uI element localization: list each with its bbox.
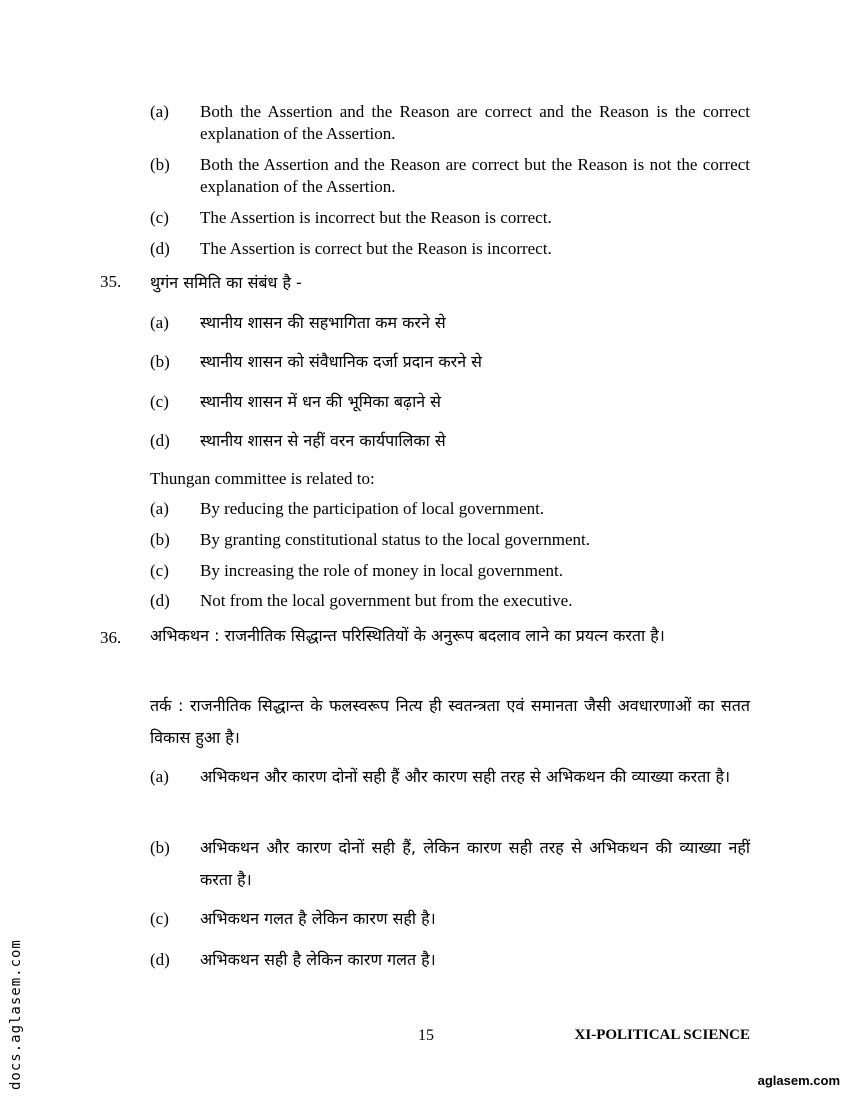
option-label: (d): [150, 431, 170, 450]
option-text: अभिकथन गलत है लेकिन कारण सही है।: [200, 909, 436, 928]
option-label: (d): [150, 950, 170, 969]
option-label: (b): [150, 155, 170, 174]
option-text: Both the Assertion and the Reason are correct but the Reason is not the correct explanation of the Assertion.: [200, 155, 750, 196]
question-text-hindi: थुगंन समिति का संबंध है -: [150, 273, 302, 292]
option-text: By increasing the role of money in local government.: [200, 561, 564, 580]
q34-option-b: [150, 154, 750, 198]
option-text: अभिकथन और कारण दोनों सही हैं, लेकिन कारण सही तरह से अभिकथन की व्याख्या नहीं करता है।: [200, 838, 750, 889]
q36-option-b-hindi: [150, 832, 750, 896]
option-text: स्थानीय शासन की सहभागिता कम करने से: [200, 313, 446, 332]
option-label: (a): [150, 767, 169, 786]
q35-option-b-hindi: [150, 346, 750, 378]
option-text: By reducing the participation of local government.: [200, 499, 545, 518]
q35-option-b: [150, 529, 750, 551]
option-label: (c): [150, 909, 169, 928]
assertion-text: अभिकथन : राजनीतिक सिद्धान्त परिस्थितियों के अनुरूप बदलाव लाने का प्रयत्न करता है।: [150, 626, 665, 645]
option-text: By granting constitutional status to the local government.: [200, 530, 590, 549]
q34-option-a: [150, 101, 750, 145]
question-number: 36.: [100, 628, 122, 647]
side-watermark: docs.aglasem.com: [8, 939, 24, 1090]
option-text: अभिकथन और कारण दोनों सही हैं और कारण सही तरह से अभिकथन की व्याख्या करता है।: [200, 767, 731, 786]
option-label: (c): [150, 208, 169, 227]
q35-option-a-hindi: [150, 307, 750, 339]
question-text-english: Thungan committee is related to:: [150, 469, 375, 488]
option-text: अभिकथन सही है लेकिन कारण गलत है।: [200, 950, 436, 969]
q35-option-c-hindi: [150, 386, 750, 418]
option-text: Both the Assertion and the Reason are correct and the Reason is the correct explanation of the Assertion.: [200, 102, 750, 143]
option-label: (a): [150, 313, 169, 332]
q35-option-c: [150, 560, 750, 582]
q36-option-c-hindi: [150, 903, 750, 935]
option-text: स्थानीय शासन को संवैधानिक दर्जा प्रदान करने से: [200, 352, 483, 371]
q34-option-c: [150, 207, 750, 229]
question-number: 35.: [100, 272, 122, 291]
option-text: Not from the local government but from the executive.: [200, 591, 573, 610]
brand-link[interactable]: aglasem.com: [757, 1073, 840, 1088]
q36-option-a-hindi: [150, 761, 750, 793]
option-label: (b): [150, 838, 170, 857]
option-label: (a): [150, 499, 169, 518]
q35-option-d: [150, 590, 750, 612]
option-text: The Assertion is correct but the Reason is incorrect.: [200, 239, 552, 258]
q34-option-d: [150, 238, 750, 260]
option-label: (c): [150, 392, 169, 411]
q36-option-d-hindi: [150, 944, 750, 976]
q35-option-a: [150, 498, 750, 520]
option-label: (d): [150, 591, 170, 610]
q35-option-d-hindi: [150, 425, 750, 457]
option-label: (b): [150, 352, 170, 371]
option-text: स्थानीय शासन में धन की भूमिका बढ़ाने से: [200, 392, 441, 411]
option-label: (b): [150, 530, 170, 549]
option-label: (d): [150, 239, 170, 258]
option-text: स्थानीय शासन से नहीं वरन कार्यपालिका से: [200, 431, 446, 450]
option-label: (a): [150, 102, 169, 121]
option-text: The Assertion is incorrect but the Reason is correct.: [200, 208, 552, 227]
option-label: (c): [150, 561, 169, 580]
reason-text: तर्क : राजनीतिक सिद्धान्त के फलस्वरूप नित्य ही स्वतन्त्रता एवं समानता जैसी अवधारणाओं का सतत विकास हुआ है।: [150, 696, 750, 747]
page-number: 15: [418, 1027, 434, 1044]
subject-footer: XI-POLITICAL SCIENCE: [574, 1027, 750, 1043]
